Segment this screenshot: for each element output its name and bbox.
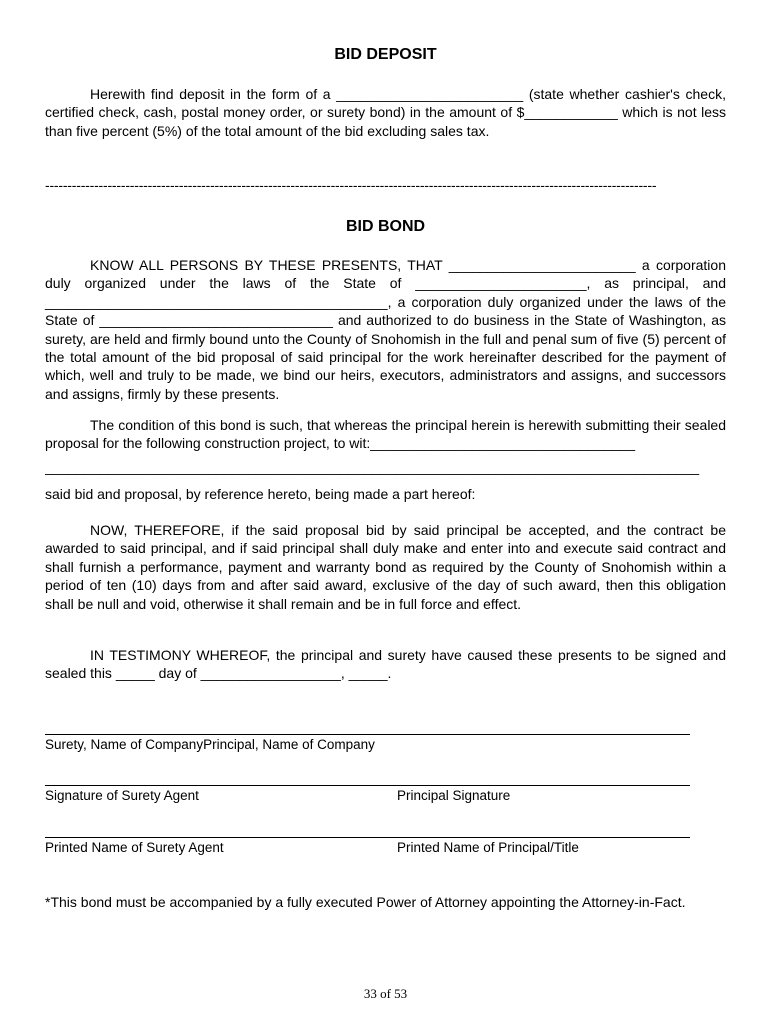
section-separator: ----------------------------------------------------------------------------------------------------------------------------------------- — [45, 177, 657, 193]
principal-printed-name-label: Printed Name of Principal/Title — [397, 840, 579, 855]
project-blank-line: ____________________________________________________________________________________ — [45, 459, 700, 475]
signature-line-1 — [45, 734, 690, 735]
bid-deposit-paragraph: Herewith find deposit in the form of a ________________________ (state whether cashier's check, certified check, cash, postal money order, or surety bond) in the amount of $____________ which is not less than five percent (5%) of the total amount of the bid excluding sales tax. — [45, 86, 726, 139]
reference-line: said bid and proposal, by reference hereto, being made a part hereof: — [45, 486, 476, 502]
signature-line-3 — [45, 837, 690, 838]
surety-agent-printed-name-label: Printed Name of Surety Agent — [45, 840, 224, 855]
page-number: 33 of 53 — [363, 986, 408, 1001]
bid-deposit-title: BID DEPOSIT — [334, 46, 437, 63]
signature-line-2 — [45, 785, 690, 786]
bid-bond-paragraph-parties: KNOW ALL PERSONS BY THESE PRESENTS, THAT ________________________ a corporation duly organized under the laws of the State of ______________________, as principal, and ____________________________________________, a corporation duly organized under the laws of the State of ______________________________ and authorized to do business in the State of Washington, as surety, are held and firmly bound unto the County of Snohomish in the full and penal sum of five (5) percent of the total amount of the bid proposal of said principal for the work hereinafter described for the payment of which, well and truly to be made, we bind our heirs, executors, administrators and assigns, and successors and assigns, firmly by these presents. — [45, 257, 726, 402]
power-of-attorney-footnote: *This bond must be accompanied by a fully executed Power of Attorney appointing the Attorney-in-Fact. — [45, 894, 686, 910]
bid-bond-paragraph-therefore: NOW, THEREFORE, if the said proposal bid by said principal be accepted, and the contract be awarded to said principal, and if said principal shall duly make and enter into and execute said contract and shall furnish a performance, payment and warranty bond as required by the County of Snohomish within a period of ten (10) days from and after said award, exclusive of the day of such award, then this obligation shall be null and void, otherwise it shall remain and be in full force and effect. — [45, 522, 726, 612]
bid-bond-paragraph-testimony: IN TESTIMONY WHEREOF, the principal and surety have caused these presents to be signed and sealed this _____ day of __________________, _____. — [45, 647, 726, 682]
bid-bond-paragraph-condition: The condition of this bond is such, that whereas the principal herein is herewith submitting their sealed proposal for the following construction project, to wit:__________________________________ — [45, 417, 726, 452]
principal-signature-label: Principal Signature — [397, 788, 511, 803]
surety-agent-signature-label: Signature of Surety Agent — [45, 788, 199, 803]
bid-bond-title: BID BOND — [345, 218, 426, 235]
surety-principal-company-label: Surety, Name of CompanyPrincipal, Name of Company — [45, 737, 375, 752]
document-page — [45, 0, 726, 1024]
